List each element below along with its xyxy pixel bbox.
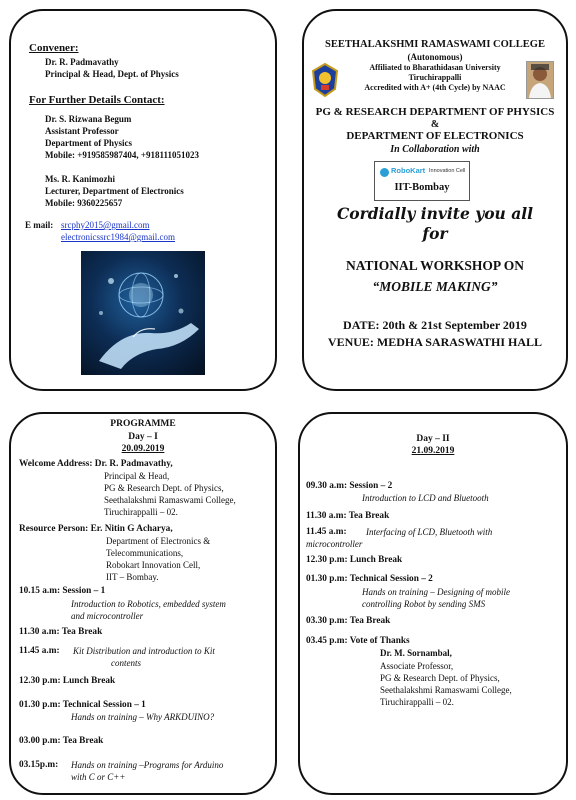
kit-time: 11.45 a.m: <box>19 646 60 656</box>
vote-line-3: Seethalakshmi Ramaswami College, <box>380 685 512 695</box>
welcome-line-2: PG & Research Dept. of Physics, <box>104 483 224 493</box>
resource-line-1: Department of Electronics & <box>106 536 211 546</box>
vote-of-thanks: 03.45 p.m: Vote of Thanks <box>306 636 410 646</box>
welcome-line-3: Seethalakshmi Ramaswami College, <box>104 495 236 505</box>
technical-session-1: 01.30 p.m: Technical Session – 1 <box>19 700 146 710</box>
email-link-physics[interactable]: srcphy2015@gmail.com <box>61 220 150 230</box>
dept-amp: & <box>430 119 440 130</box>
welcome-line-4: Tiruchirappalli – 02. <box>104 507 178 517</box>
collab-label: In Collaboration with <box>390 144 480 155</box>
founder-portrait <box>526 61 554 99</box>
convener-heading: Convener: <box>29 42 79 54</box>
day1-label: Day – I <box>128 432 158 442</box>
event-date: DATE: 20th & 21st September 2019 <box>343 318 527 332</box>
final-session-time: 03.15p.m: <box>19 760 59 770</box>
workshop-name: “MOBILE MAKING” <box>372 279 498 294</box>
convener-title: Principal & Head, Dept. of Physics <box>45 69 179 79</box>
day2-lunch-break: 12.30 p.m: Lunch Break <box>306 555 403 565</box>
event-venue: VENUE: MEDHA SARASWATHI HALL <box>327 335 543 349</box>
contact1-dept: Department of Physics <box>45 138 132 148</box>
contact1-name: Dr. S. Rizwana Begum <box>45 114 132 124</box>
day2-tea-break-2: 03.30 p.m: Tea Break <box>306 616 391 626</box>
programme-heading: PROGRAMME <box>110 419 176 429</box>
college-name: SEETHALAKSHMI RAMASWAMI COLLEGE <box>325 39 545 50</box>
day2-label: Day – II <box>416 434 450 444</box>
robokart-mark-icon <box>380 168 389 177</box>
interfacing-desc-2: microcontroller <box>306 539 363 549</box>
dept-physics: PG & RESEARCH DEPARTMENT OF PHYSICS <box>315 106 555 118</box>
convener-name: Dr. R. Padmavathy <box>45 57 119 67</box>
day2-date: 21.09.2019 <box>411 446 455 456</box>
interfacing-time: 11.45 a.m: <box>306 527 347 537</box>
cover-panel <box>302 9 568 391</box>
final-session-desc-1: Hands on training –Programs for Arduino <box>71 760 224 770</box>
vote-line-1: Associate Professor, <box>380 661 454 671</box>
technical-session-2-desc-1: Hands on training – Designing of mobile <box>362 587 510 597</box>
dept-electronics: DEPARTMENT OF ELECTRONICS <box>346 130 524 142</box>
invite-line-2: for <box>422 224 448 243</box>
session2-time: 09.30 a.m: Session – 2 <box>306 481 393 491</box>
day1-panel <box>9 412 277 795</box>
details-heading: For Further Details Contact: <box>29 94 165 106</box>
lunch-break-1: 12.30 p.m: Lunch Break <box>19 676 116 686</box>
iit-bombay-label: IIT-Bombay <box>394 182 450 193</box>
vote-line-4: Tiruchirappalli – 02. <box>380 697 454 707</box>
day2-tea-break-1: 11.30 a.m: Tea Break <box>306 511 390 521</box>
welcome-line-1: Principal & Head, <box>104 471 170 481</box>
innovation-cell-label: Innovation Cell <box>429 168 466 174</box>
tea-break-1: 11.30 a.m: Tea Break <box>19 627 103 637</box>
contacts-panel <box>9 9 277 391</box>
interfacing-desc-1: Interfacing of LCD, Bluetooth with <box>366 527 493 537</box>
day1-date: 20.09.2019 <box>121 444 165 454</box>
contact2-title: Lecturer, Department of Electronics <box>45 186 184 196</box>
technical-session-1-desc: Hands on training – Why ARKDUINO? <box>71 712 215 722</box>
technology-hand-image <box>81 251 205 375</box>
resource-line-2: Telecommunications, <box>106 548 184 558</box>
contact2-mobile: Mobile: 9360225657 <box>45 198 123 208</box>
session1-desc-2: and microcontroller <box>71 611 144 621</box>
vote-name: Dr. M. Sornambal, <box>380 648 452 658</box>
session1-time: 10.15 a.m: Session – 1 <box>19 586 106 596</box>
session1-desc-1: Introduction to Robotics, embedded system <box>71 599 226 609</box>
technical-session-2-desc-2: controlling Robot by sending SMS <box>362 599 486 609</box>
contact1-title: Assistant Professor <box>45 126 119 136</box>
final-session-desc-2: with C or C++ <box>71 772 126 782</box>
technical-session-2: 01.30 p.m: Technical Session – 2 <box>306 574 433 584</box>
city-label: Tiruchirappalli <box>408 73 462 82</box>
welcome-address: Welcome Address: Dr. R. Padmavathy, <box>19 459 173 469</box>
resource-person: Resource Person: Er. Nitin G Acharya, <box>19 524 173 534</box>
workshop-title: NATIONAL WORKSHOP ON <box>345 258 525 273</box>
affiliation-label: Affiliated to Bharathidasan University <box>369 63 501 72</box>
tea-break-2: 03.00 p.m: Tea Break <box>19 736 104 746</box>
day2-panel <box>298 412 568 795</box>
email-link-electronics[interactable]: electronicssrc1984@gmail.com <box>61 232 176 242</box>
session2-desc: Introduction to LCD and Bluetooth <box>362 493 489 503</box>
kit-desc-2: contents <box>111 658 141 668</box>
invite-line-1: Cordially invite you all <box>336 204 534 223</box>
contact1-mobile: Mobile: +919585987404, +918111051023 <box>45 150 200 160</box>
resource-line-4: IIT – Bombay. <box>106 572 159 582</box>
email-label: E mail: <box>25 220 54 230</box>
contact2-name: Ms. R. Kanimozhi <box>45 174 116 184</box>
robokart-label: RoboKart <box>391 166 426 175</box>
vote-line-2: PG & Research Dept. of Physics, <box>380 673 500 683</box>
resource-line-3: Robokart Innovation Cell, <box>106 560 201 570</box>
kit-desc-1: Kit Distribution and introduction to Kit <box>73 646 215 656</box>
robokart-logo <box>374 161 470 201</box>
autonomous-label: (Autonomous) <box>407 52 463 62</box>
accreditation-label: Accredited with A+ (4th Cycle) by NAAC <box>364 83 506 92</box>
college-logo <box>312 63 338 97</box>
